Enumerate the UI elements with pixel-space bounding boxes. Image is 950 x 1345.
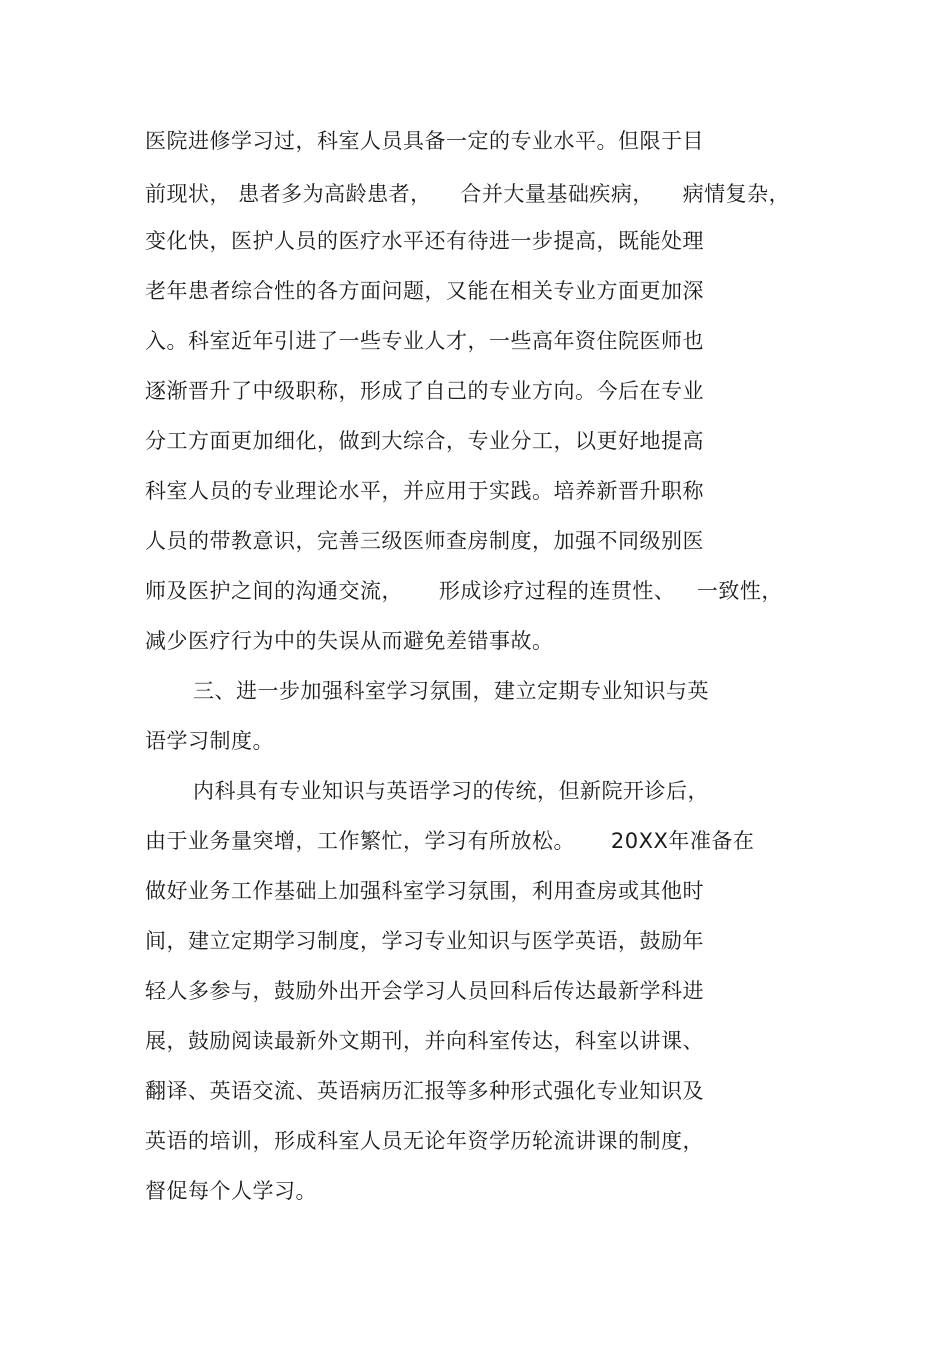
text-line: 老年患者综合性的各方面问题，又能在相关专业方面更加深 — [145, 279, 704, 303]
paragraph-start: 内科具有专业知识与英语学习的传统，但新院开诊后， — [193, 779, 709, 803]
text-line: 科室人员的专业理论水平，并应用于实践。培养新晋升职称 — [145, 479, 704, 503]
text-line: 逐渐晋升了中级职称，形成了自己的专业方向。今后在专业 — [145, 379, 704, 403]
text-line: 英语的培训，形成科室人员无论年资学历轮流讲课的制度， — [145, 1129, 704, 1153]
section-heading-continued: 语学习制度。 — [145, 729, 274, 753]
text-line: 师及医护之间的沟通交流， 形成诊疗过程的连贯性、 一致性， — [145, 579, 783, 603]
text-line: 分工方面更加细化，做到大综合，专业分工，以更好地提高 — [145, 429, 704, 453]
text-line: 变化快，医护人员的医疗水平还有待进一步提高，既能处理 — [145, 229, 704, 253]
text-line: 前现状， 患者多为高龄患者， 合并大量基础疾病， 病情复杂， — [145, 182, 791, 206]
text-line: 间，建立定期学习制度，学习专业知识与医学英语，鼓励年 — [145, 929, 704, 953]
text-line: 医院进修学习过，科室人员具备一定的专业水平。但限于目 — [145, 129, 704, 153]
text-line: 人员的带教意识，完善三级医师查房制度，加强不同级别医 — [145, 529, 704, 553]
text-line: 翻译、英语交流、英语病历汇报等多种形式强化专业知识及 — [145, 1079, 704, 1103]
section-heading: 三、进一步加强科室学习氛围，建立定期专业知识与英 — [193, 679, 709, 703]
text-line: 督促每个人学习。 — [145, 1179, 317, 1203]
text-line: 由于业务量突增，工作繁忙，学习有所放松。 20XX年准备在 — [145, 829, 755, 853]
text-line: 展，鼓励阅读最新外文期刊，并向科室传达，科室以讲课、 — [145, 1029, 704, 1053]
text-line: 轻人多参与，鼓励外出开会学习人员回科后传达最新学科进 — [145, 979, 704, 1003]
text-line: 入。科室近年引进了一些专业人才，一些高年资住院医师也 — [145, 329, 704, 353]
text-line: 做好业务工作基础上加强科室学习氛围，利用查房或其他时 — [145, 879, 704, 903]
text-line: 减少医疗行为中的失误从而避免差错事故。 — [145, 629, 554, 653]
